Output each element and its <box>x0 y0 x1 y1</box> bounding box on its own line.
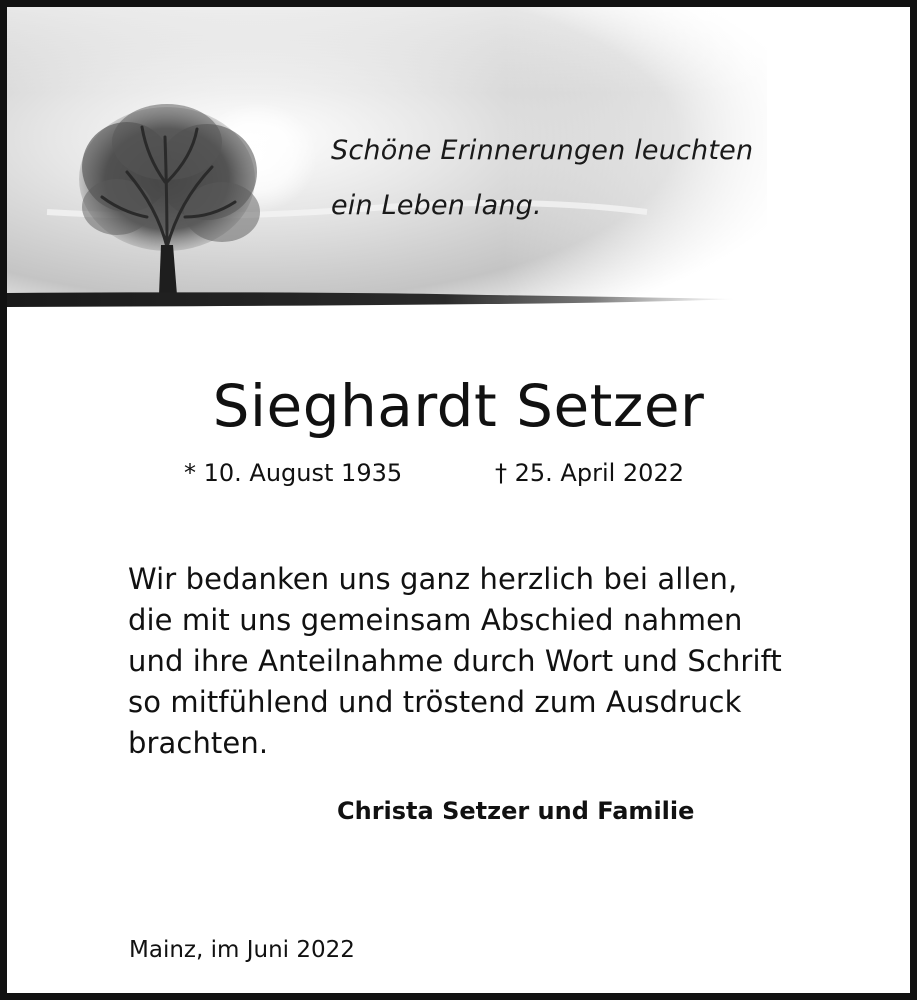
thanks-text-line: brachten. <box>128 726 269 760</box>
thanks-text-line: und ihre Anteilnahme durch Wort und Schrift <box>128 644 782 678</box>
thanks-text-line: die mit uns gemeinsam Abschied nahmen <box>128 603 743 637</box>
death-date: † 25. April 2022 <box>495 459 684 487</box>
quote-line-1: Schöne Erinnerungen leuchten <box>331 135 754 166</box>
place-and-date: Mainz, im Juni 2022 <box>129 937 355 963</box>
birth-date: * 10. August 1935 <box>184 459 403 487</box>
quote-line-2: ein Leben lang. <box>331 190 542 221</box>
thanks-text-line: so mitfühlend und tröstend zum Ausdruck <box>128 685 742 719</box>
deceased-name: Sieghardt Setzer <box>212 372 705 440</box>
family-signature: Christa Setzer und Familie <box>337 797 695 825</box>
thanks-text-line: Wir bedanken uns ganz herzlich bei allen, <box>128 562 738 596</box>
